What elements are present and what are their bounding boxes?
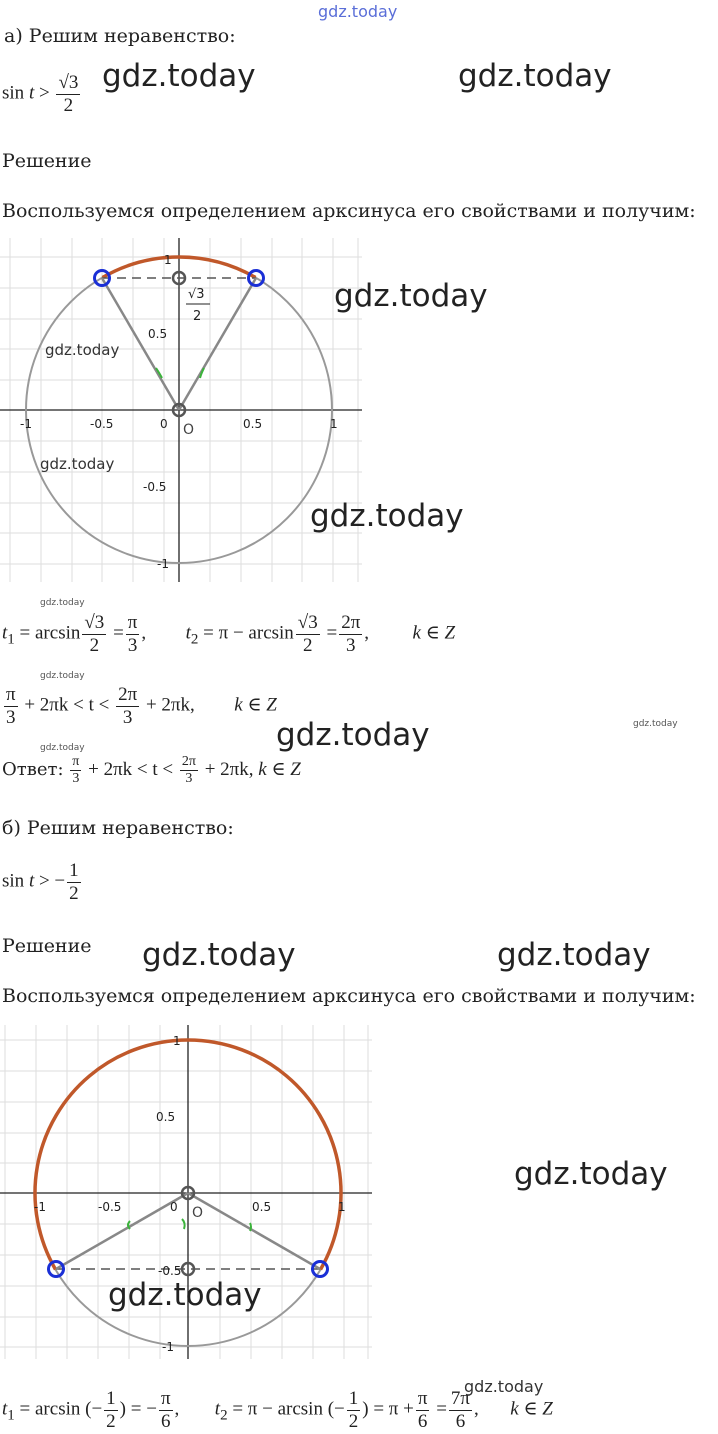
op: >	[38, 82, 50, 104]
comma: ,	[364, 622, 370, 644]
k-in-z: k ∈ Z	[510, 1398, 553, 1420]
y-tick: -0.5	[143, 480, 167, 494]
den: 3	[6, 706, 16, 728]
t2: t	[214, 1398, 221, 1420]
den: 2	[106, 1410, 116, 1432]
origin-label: O	[192, 1205, 204, 1221]
expr: + 2πk,	[145, 694, 195, 716]
fraction	[339, 612, 362, 657]
watermark: gdz.today	[310, 498, 464, 534]
origin-label: O	[183, 422, 195, 438]
watermark: gdz.today	[334, 278, 488, 314]
fraction	[416, 1388, 430, 1433]
num: 2π	[118, 684, 138, 705]
t2: t	[185, 622, 191, 644]
watermark: gdz.today	[276, 717, 430, 753]
num: 1	[348, 1388, 359, 1409]
watermark: gdz.today	[514, 1156, 668, 1192]
num: 7π	[450, 1388, 471, 1409]
sin-label: sin	[2, 870, 25, 892]
den: 3	[72, 771, 80, 787]
denominator: 2	[63, 94, 74, 116]
annotation-num: √3	[188, 287, 205, 302]
x-tick: -0.5	[90, 417, 114, 431]
watermark: gdz.today	[458, 58, 612, 94]
sin-label: sin	[2, 82, 25, 104]
y-tick: 1	[173, 1034, 181, 1048]
num: 2π	[180, 754, 198, 771]
fraction	[296, 612, 320, 657]
part-a-t-values	[2, 612, 455, 657]
expr: + 2πk < t <	[88, 758, 174, 780]
paren: )	[362, 1398, 369, 1420]
fraction	[347, 1388, 361, 1433]
x-tick: 1	[330, 417, 338, 431]
eq: =	[436, 1398, 447, 1420]
watermark: gdz.today	[45, 341, 120, 359]
sub: 2	[190, 631, 199, 648]
fraction	[126, 612, 140, 657]
fraction	[67, 860, 81, 905]
part-a-range	[2, 684, 277, 729]
fraction	[70, 754, 81, 787]
numerator: √3	[58, 72, 79, 93]
var-t: t	[28, 870, 35, 892]
den: 6	[160, 1410, 171, 1432]
y-tick: -1	[157, 557, 169, 571]
eq: = −	[130, 1398, 157, 1420]
y-tick: -0.5	[158, 1264, 182, 1278]
numerator: 1	[69, 860, 79, 881]
t1: t	[2, 622, 8, 644]
den: 2	[89, 634, 100, 656]
num: π	[417, 1388, 428, 1409]
watermark: gdz.today	[40, 671, 85, 681]
comma: ,	[474, 1398, 479, 1420]
watermark: gdz.today	[108, 1277, 262, 1313]
watermark: gdz.today	[40, 455, 115, 473]
op: > −	[38, 870, 66, 892]
watermark: gdz.today	[497, 937, 651, 973]
fraction	[159, 1388, 173, 1433]
angle-mark	[128, 1221, 130, 1229]
comma: ,	[141, 622, 147, 644]
paren: (−	[327, 1398, 345, 1420]
part-b-heading: б) Решим неравенство:	[2, 817, 234, 839]
k-in-z: k ∈ Z	[412, 622, 456, 644]
den: 2	[303, 634, 313, 656]
den: 3	[122, 706, 133, 728]
den: 3	[127, 634, 138, 656]
annotation-den: 2	[193, 309, 202, 324]
part-b-t-values	[2, 1388, 553, 1433]
expr: + 2πk < t <	[24, 694, 110, 716]
fraction	[56, 72, 80, 117]
num: π	[127, 612, 138, 633]
eq: = π − arcsin	[203, 622, 294, 644]
den: 3	[185, 771, 193, 787]
x-tick: -1	[20, 417, 32, 431]
den: 2	[348, 1410, 359, 1432]
x-tick: 1	[338, 1200, 346, 1214]
k-in-z: k ∈ Z	[234, 694, 277, 716]
x-tick: 0	[160, 417, 168, 431]
x-tick: 0	[170, 1200, 178, 1214]
part-a-solution-label: Решение	[2, 150, 92, 172]
x-tick: 0.5	[243, 417, 263, 431]
radius-left	[56, 1193, 188, 1269]
sub: 2	[220, 1407, 228, 1424]
expr: + 2πk,	[204, 758, 254, 780]
num: π	[160, 1388, 171, 1409]
k-in-z: k ∈ Z	[258, 758, 301, 780]
fraction	[4, 684, 18, 729]
fraction	[180, 754, 198, 787]
unit-circle-graph-a	[0, 238, 362, 582]
watermark: gdz.today	[633, 719, 678, 729]
watermark: gdz.today	[40, 743, 85, 753]
watermark-top: gdz.today	[318, 2, 398, 21]
denominator: 2	[69, 882, 79, 904]
watermark: gdz.today	[40, 598, 85, 608]
fraction	[116, 684, 139, 729]
angle-mark	[250, 1223, 251, 1231]
part-b-explanation: Воспользуемся определением арксинуса его свойствами и получим:	[2, 985, 696, 1007]
den: 6	[455, 1410, 466, 1432]
den: 6	[417, 1410, 428, 1432]
num: 1	[106, 1388, 116, 1409]
num: √3	[84, 612, 105, 633]
part-a-explanation: Воспользуемся определением арксинуса его свойствами и получим:	[2, 200, 696, 222]
y-tick: 0.5	[148, 327, 168, 341]
y-tick: -1	[162, 1340, 174, 1354]
t1: t	[2, 1398, 8, 1420]
num: π	[70, 754, 81, 771]
eq: =	[113, 622, 124, 644]
part-b-inequality	[2, 860, 83, 905]
comma: ,	[174, 1398, 180, 1420]
answer-label: Ответ:	[2, 758, 64, 780]
part-a-inequality	[2, 72, 82, 117]
eq: = arcsin	[19, 1398, 81, 1420]
watermark: gdz.today	[102, 58, 256, 94]
x-tick: -1	[34, 1200, 46, 1214]
x-tick: 0.5	[252, 1200, 272, 1214]
num: √3	[297, 612, 318, 633]
y-tick: 1	[164, 253, 172, 267]
paren: )	[119, 1398, 126, 1420]
part-b-solution-label: Решение	[2, 935, 92, 957]
eq: = π +	[373, 1398, 414, 1420]
y-tick: 0.5	[156, 1110, 176, 1124]
paren: (−	[85, 1398, 103, 1420]
sub: 1	[7, 1407, 15, 1424]
fraction	[82, 612, 106, 657]
watermark: gdz.today	[464, 1377, 544, 1396]
num: π	[6, 684, 16, 705]
watermark: gdz.today	[142, 937, 296, 973]
eq: = arcsin	[19, 622, 81, 644]
sub: 1	[7, 631, 15, 648]
x-tick: -0.5	[98, 1200, 122, 1214]
num: 2π	[341, 612, 361, 633]
den: 3	[346, 634, 356, 656]
part-a-answer	[2, 754, 301, 787]
part-a-heading: а) Решим неравенство:	[4, 25, 236, 47]
fraction	[104, 1388, 118, 1433]
fraction	[449, 1388, 472, 1433]
eq: = π − arcsin	[232, 1398, 323, 1420]
eq: =	[326, 622, 338, 644]
var-t: t	[28, 82, 35, 104]
